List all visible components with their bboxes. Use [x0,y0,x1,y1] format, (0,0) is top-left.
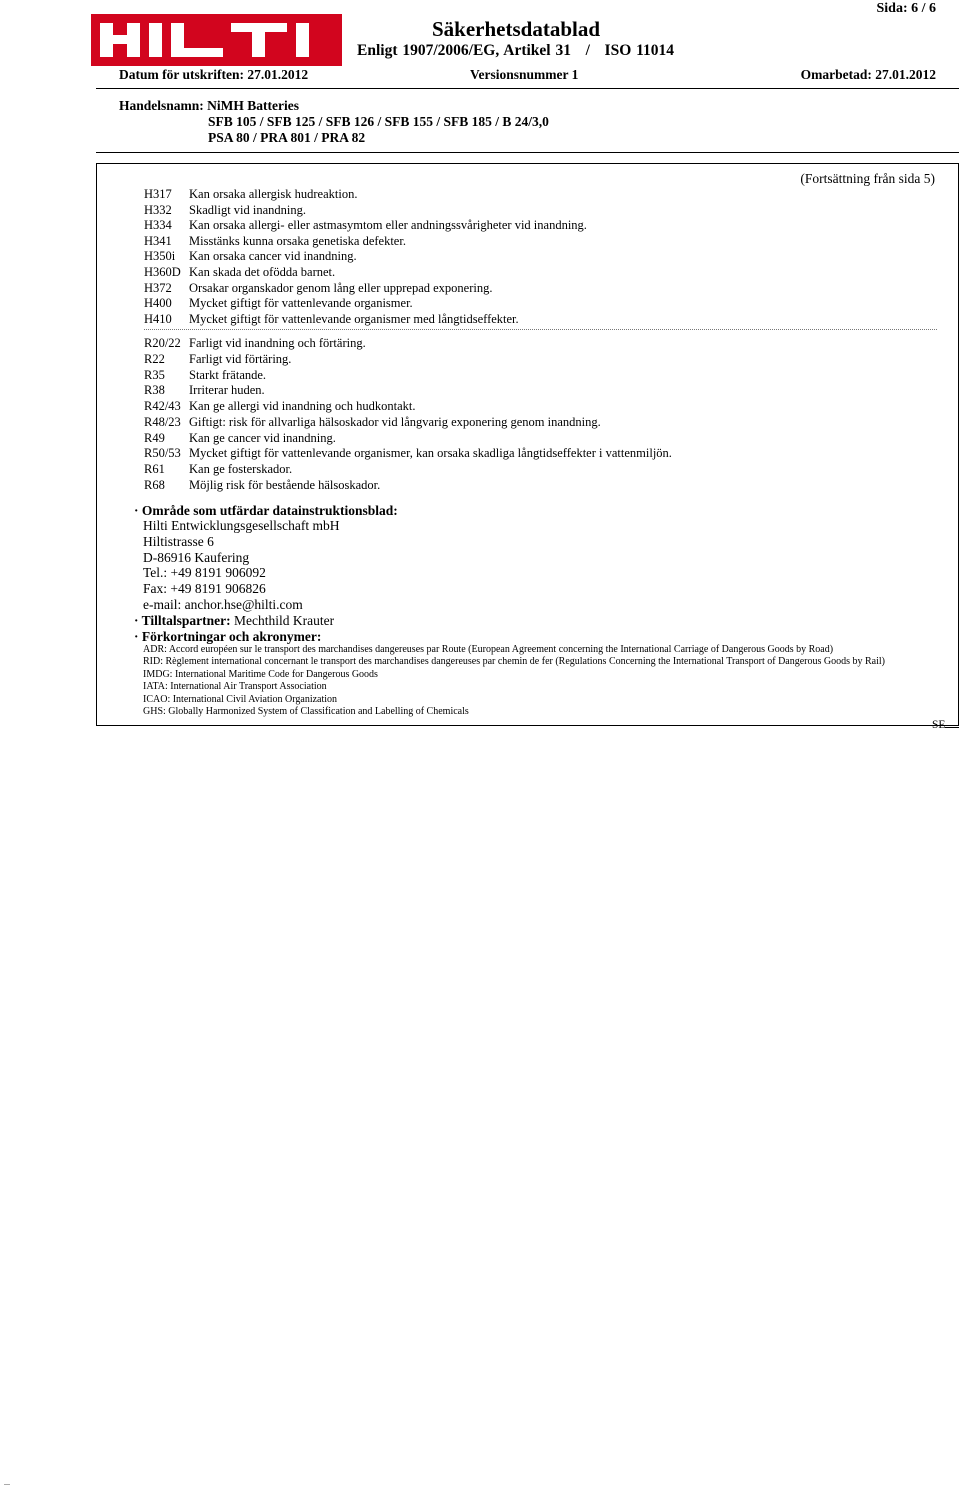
statement-code: R49 [144,430,165,445]
abbreviations-heading [134,629,321,645]
hazard-statement-row [144,312,519,328]
statement-code: H332 [144,202,172,217]
print-date: Datum för utskriften: 27.01.2012 [119,67,309,82]
header-divider [96,88,959,89]
statement-code: R42/43 [144,399,181,413]
page-corner-mark [4,1484,10,1485]
issuer-city: D-86916 Kaufering [143,550,250,565]
hazard-statement-row [144,281,493,297]
statement-code: H350i [144,249,176,264]
statement-text: Möjlig risk för bestående hälsoskador. [189,477,381,492]
abbreviation-item: IMDG: International Maritime Code for Dangerous Goods [143,669,378,680]
hilti-logo-mark [91,14,342,66]
risk-phrase-row [144,383,265,399]
statement-code: R22 [144,351,165,366]
issuer-label: · Område som utfärdar datainstruktionsblad: [134,503,398,518]
statement-text: Kan ge allergi vid inandning och hudkontakt. [189,399,416,413]
statement-text: Irriterar huden. [189,383,265,398]
document-title: Säkerhetsdatablad [432,17,601,41]
statement-text: Mycket giftigt för vattenlevande organismer med långtidseffekter. [189,311,519,326]
trade-name-models-2: PSA 80 / PRA 801 / PRA 82 [208,130,366,145]
country-code-rule [945,727,959,728]
contact-label: · Tilltalspartner: [134,613,231,628]
statement-code: R35 [144,367,165,382]
issuer-fax: Fax: +49 8191 906826 [143,581,266,596]
statement-text: Mycket giftigt för vattenlevande organismer. [189,296,413,311]
risk-phrase-row [144,446,672,462]
hazard-statement-row [144,218,587,234]
statement-code: H341 [144,233,172,248]
abbreviation-item: ICAO: International Civil Aviation Organization [143,694,338,705]
risk-phrase-row [144,352,291,368]
statement-text: Skadligt vid inandning. [189,202,307,217]
statement-text: Misstänks kunna orsaka genetiska defekter. [189,233,406,248]
statement-code: H410 [144,311,172,326]
statement-code: R50/53 [144,446,181,461]
hazard-statement-row [144,296,413,312]
issuer-street: Hiltistrasse 6 [143,534,214,549]
statement-text: Farligt vid inandning och förtäring. [189,336,366,350]
revision-date: Omarbetad: 27.01.2012 [800,67,936,82]
statement-code: R68 [144,477,165,492]
risk-phrase-row [144,415,601,431]
statement-code: H400 [144,296,172,311]
risk-phrase-row [144,478,380,494]
contact-value: Mechthild Krauter [230,613,335,628]
issuer-company: Hilti Entwicklungsgesellschaft mbH [143,518,340,533]
risk-phrase-row [144,336,366,352]
document-subtitle: Enligt 1907/2006/EG, Artikel 31 / ISO 11014 [357,42,675,59]
abbreviation-item: GHS: Globally Harmonized System of Classification and Labelling of Chemicals [143,706,469,717]
dotted-separator [144,329,937,330]
abbreviation-item: ADR: Accord européen sur le transport des marchandises dangereuses par Route (European Agreement concerning the International Carriage of Dangerous Goods by Road) [143,644,834,655]
trade-name-models: SFB 105 / SFB 125 / SFB 126 / SFB 155 / SFB 185 / B 24/3,0 [208,114,549,129]
statement-text: Mycket giftigt för vattenlevande organismer, kan orsaka skadliga långtidseffekter i vattenmiljön. [189,446,672,461]
statement-text: Farligt vid förtäring. [189,351,292,366]
statement-text: Kan skada det ofödda barnet. [189,265,336,279]
issuer-heading [134,503,398,519]
abbreviations-label: · Förkortningar och akronymer: [134,629,322,644]
statement-text: Giftigt: risk för allvarliga hälsoskador vid långvarig exponering genom inandning. [189,414,601,429]
statement-code: H317 [144,187,172,201]
hilti-logo [91,14,342,66]
risk-phrase-row [144,431,336,447]
statement-code: H334 [144,218,172,233]
risk-phrase-row [144,399,415,415]
statement-code: H360D [144,265,181,279]
statement-text: Orsakar organskador genom lång eller upprepad exponering. [189,280,493,295]
statement-text: Starkt frätande. [189,367,267,382]
risk-phrase-row [144,368,266,384]
statement-code: R48/23 [144,414,181,429]
version-number: Versionsnummer 1 [470,67,579,82]
country-code: SE [932,719,946,731]
statement-text: Kan orsaka allergi- eller astmasymtom eller andningssvårigheter vid inandning. [189,218,587,233]
statement-text: Kan orsaka cancer vid inandning. [189,249,357,264]
statement-text: Kan ge fosterskador. [189,462,293,476]
page-number: Sida: 6 / 6 [876,1,936,16]
abbreviation-item: IATA: International Air Transport Association [143,681,327,692]
statement-text: Kan orsaka allergisk hudreaktion. [189,187,358,201]
header-divider-bottom [96,152,959,153]
statement-code: R61 [144,462,165,476]
hazard-statement-row [144,249,357,265]
statement-code: R20/22 [144,336,181,350]
statement-code: R38 [144,383,165,398]
statement-text: Kan ge cancer vid inandning. [189,430,336,445]
trade-name: Handelsnamn: NiMH Batteries [119,98,299,113]
issuer-phone: Tel.: +49 8191 906092 [143,565,266,580]
abbreviation-item: RID: Règlement international concernant le transport des marchandises dangereuses par chemin de fer (Regulations Concerning the International Transport of Dangerous Goods by Rail) [143,656,886,667]
hazard-statement-row [144,203,306,219]
issuer-email: e-mail: anchor.hse@hilti.com [143,597,303,612]
risk-phrase-row [144,462,292,478]
hazard-statement-row [144,187,357,203]
hazard-statement-row [144,265,335,281]
continuation-note: (Fortsättning från sida 5) [800,171,935,186]
contact-row [134,613,334,629]
hazard-statement-row [144,234,406,250]
statement-code: H372 [144,280,172,295]
